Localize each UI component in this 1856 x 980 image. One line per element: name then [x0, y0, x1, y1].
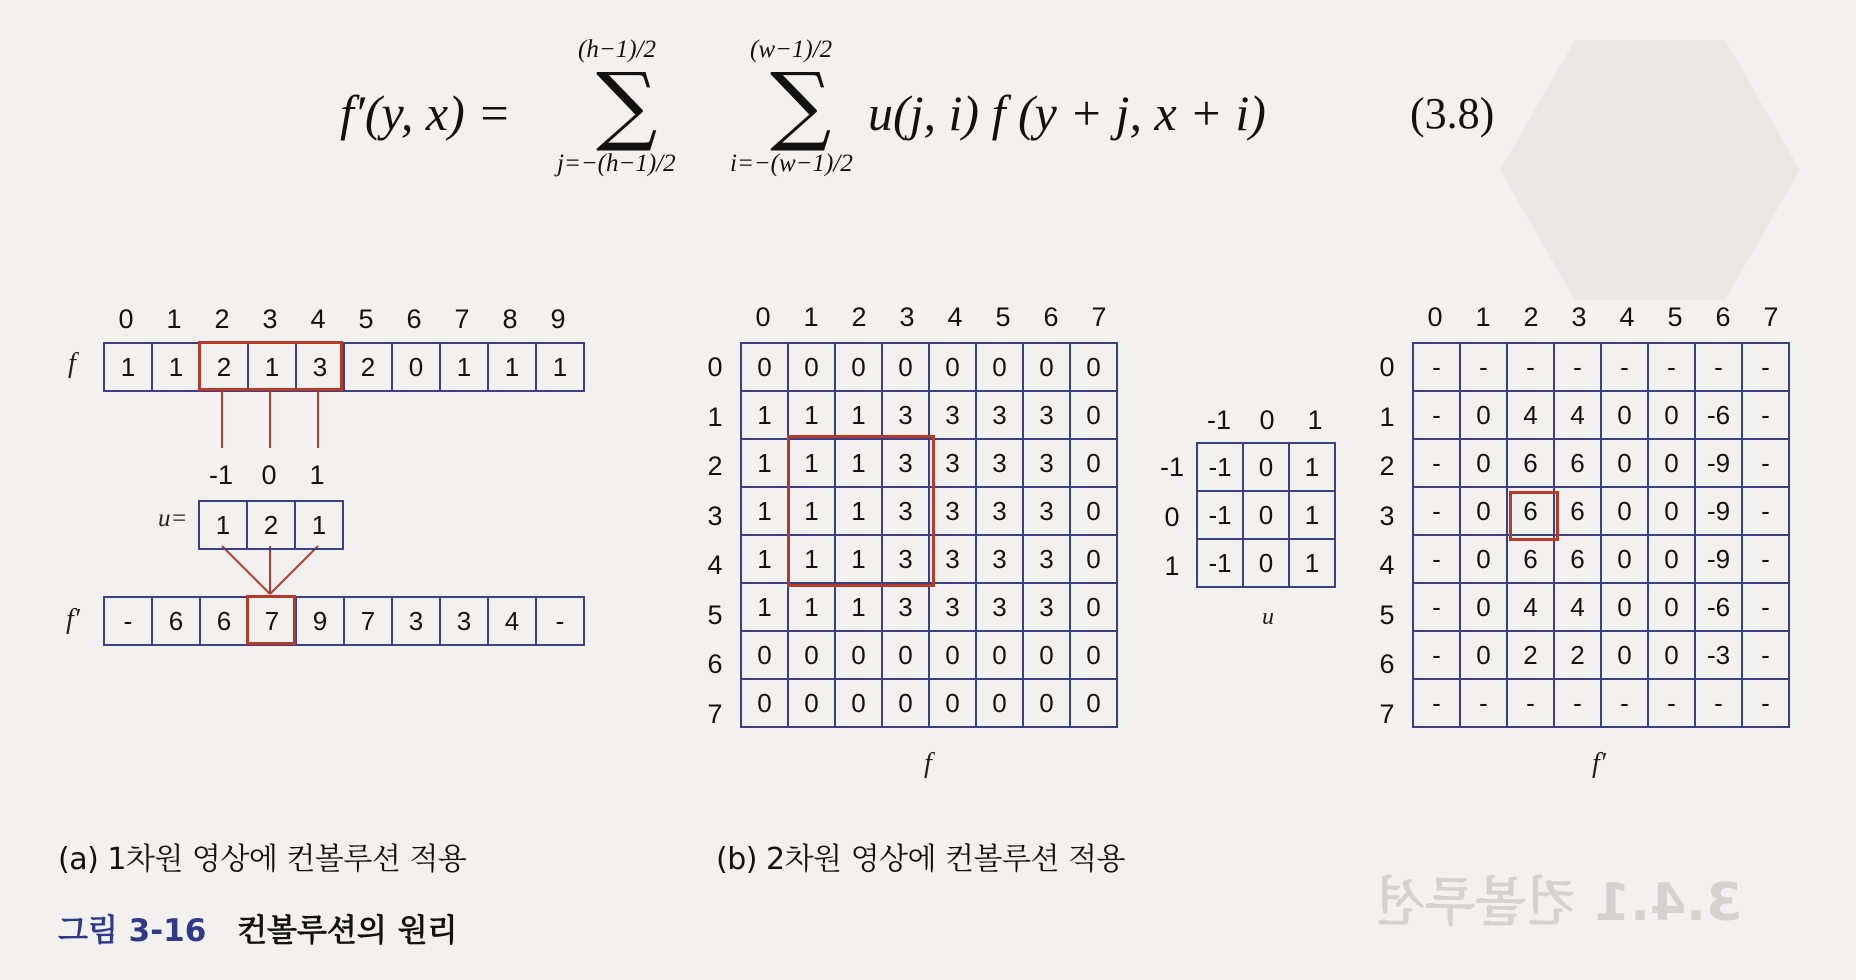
grid-cell: 2 [1507, 631, 1554, 679]
grid-cell: 0 [1601, 391, 1648, 439]
grid-cell: 1 [835, 535, 882, 583]
grid-cell: 6 [1507, 439, 1554, 487]
grid-cell: 1 [741, 439, 788, 487]
grid-cell: 3 [392, 597, 440, 645]
grid-cell: - [1413, 535, 1460, 583]
grid-row [741, 343, 1117, 391]
grid-cell: - [1460, 679, 1507, 727]
index-label: 6 [1379, 649, 1395, 679]
panel-b-u-label: u [1262, 604, 1274, 630]
index-label: 4 [947, 302, 963, 332]
grid-cell: 0 [835, 343, 882, 391]
equation-rhs: u(j, i) f (y + j, x + i) [868, 85, 1266, 141]
grid-cell: 1 [741, 583, 788, 631]
grid-cell: - [1554, 343, 1601, 391]
grid-cell: 0 [1601, 631, 1648, 679]
index-label: -1 [1206, 405, 1231, 435]
grid-cell: - [1413, 439, 1460, 487]
grid-cell: 3 [929, 439, 976, 487]
grid-cell: - [536, 597, 584, 645]
index-label: 4 [1619, 302, 1635, 332]
grid-cell: - [1695, 679, 1742, 727]
index-label: 0 [1164, 501, 1180, 532]
grid-cell: 0 [1243, 443, 1289, 491]
grid-cell: - [1507, 679, 1554, 727]
grid-cell: 1 [1289, 539, 1335, 587]
grid-cell: -3 [1695, 631, 1742, 679]
equation-number: (3.8) [1410, 89, 1495, 138]
grid-cell: 6 [1554, 439, 1601, 487]
grid-cell: 1 [788, 439, 835, 487]
grid-cell: - [1648, 343, 1695, 391]
index-label: 7 [1091, 302, 1107, 332]
sum1-sigma-icon: ∑ [596, 55, 658, 155]
grid-cell: - [1742, 535, 1789, 583]
grid-cell: 3 [882, 391, 929, 439]
index-label: 1 [1307, 405, 1323, 435]
index-label: 7 [707, 698, 723, 729]
grid-cell: 1 [295, 501, 343, 549]
grid-cell: 1 [741, 535, 788, 583]
grid-cell: - [1413, 487, 1460, 535]
grid-cell: 0 [1023, 679, 1070, 727]
grid-row [741, 535, 1117, 583]
index-label: 1 [803, 302, 819, 332]
grid-cell: 3 [929, 583, 976, 631]
index-label: 0 [1427, 302, 1443, 332]
grid-cell: - [1742, 679, 1789, 727]
panel-b-fprime-label: f′ [1592, 748, 1606, 779]
figure-title: 컨볼루션의 원리 [237, 913, 458, 949]
grid-cell: 0 [1460, 391, 1507, 439]
grid-row [1413, 391, 1789, 439]
grid-cell: 1 [835, 583, 882, 631]
grid-cell: -9 [1695, 487, 1742, 535]
grid-cell: 3 [929, 487, 976, 535]
grid-cell: - [1601, 679, 1648, 727]
index-label: 2 [1379, 451, 1395, 481]
grid-cell: 3 [976, 439, 1023, 487]
grid-cell: 0 [1070, 535, 1117, 583]
grid-cell: - [1413, 391, 1460, 439]
grid-cell: 0 [1601, 535, 1648, 583]
grid-cell: - [1742, 487, 1789, 535]
figure-number: 그림 3-16 [58, 913, 207, 949]
background-hexagon [1500, 40, 1800, 300]
panel-b-fprime-matrix [1412, 342, 1790, 728]
index-label: 1 [1379, 401, 1395, 432]
grid-cell: 0 [1460, 487, 1507, 535]
grid-cell: - [1742, 439, 1789, 487]
grid-cell: 0 [1648, 583, 1695, 631]
grid-cell: 0 [1070, 439, 1117, 487]
grid-cell: -9 [1695, 535, 1742, 583]
grid-cell: 4 [1554, 583, 1601, 631]
grid-cell: 3 [882, 439, 929, 487]
panel-b-caption: (b) 2차원 영상에 컨볼루션 적용 [716, 842, 1125, 877]
index-label: 2 [707, 451, 723, 481]
index-label: 4 [1379, 550, 1395, 580]
index-label: 5 [707, 599, 723, 630]
grid-cell: 1 [741, 487, 788, 535]
grid-cell: 3 [929, 535, 976, 583]
panel-a-fprime-array [103, 596, 585, 646]
grid-cell: 3 [882, 583, 929, 631]
grid-cell: 1 [104, 343, 152, 391]
grid-cell: -9 [1695, 439, 1742, 487]
grid-row [104, 597, 584, 645]
index-label: 0 [118, 304, 134, 334]
grid-cell: 1 [440, 343, 488, 391]
grid-cell: 3 [1023, 583, 1070, 631]
index-label: 0 [1259, 405, 1275, 435]
grid-cell: - [1742, 343, 1789, 391]
grid-cell: 0 [741, 679, 788, 727]
grid-cell: 0 [835, 631, 882, 679]
grid-cell: 0 [1023, 631, 1070, 679]
grid-cell: - [1507, 343, 1554, 391]
sum1-lower: j=−(h−1)/2 [557, 150, 676, 177]
grid-cell: - [1413, 679, 1460, 727]
grid-cell: 1 [1289, 491, 1335, 539]
grid-cell: 0 [929, 679, 976, 727]
grid-cell: 1 [741, 391, 788, 439]
grid-cell: 0 [1648, 391, 1695, 439]
grid-cell: 0 [788, 343, 835, 391]
equation-lhs: f′(y, x) = [340, 85, 511, 141]
grid-cell: 0 [741, 343, 788, 391]
index-label: -1 [1159, 452, 1184, 482]
grid-cell: 1 [788, 391, 835, 439]
grid-cell: 0 [1601, 487, 1648, 535]
grid-cell: - [1742, 631, 1789, 679]
grid-cell: -6 [1695, 391, 1742, 439]
grid-cell: -1 [1197, 539, 1243, 587]
index-label: 0 [755, 302, 771, 332]
grid-cell: 0 [1648, 439, 1695, 487]
index-label: 5 [358, 304, 374, 334]
index-label: 0 [261, 460, 277, 490]
grid-cell: 3 [976, 583, 1023, 631]
grid-cell: - [1413, 631, 1460, 679]
sum2-sigma-icon: ∑ [770, 55, 832, 155]
grid-cell: 1 [199, 501, 247, 549]
grid-row [741, 679, 1117, 727]
grid-cell: 0 [741, 631, 788, 679]
grid-cell: 0 [976, 343, 1023, 391]
panel-a-caption: (a) 1차원 영상에 컨볼루션 적용 [58, 842, 467, 877]
grid-cell: 1 [835, 391, 882, 439]
sum1-upper: (h−1)/2 [578, 36, 656, 63]
sum2-upper: (w−1)/2 [750, 36, 833, 63]
index-label: -1 [208, 460, 233, 490]
grid-cell: 3 [976, 391, 1023, 439]
index-label: 3 [707, 500, 723, 531]
grid-cell: - [1648, 679, 1695, 727]
grid-cell: 1 [1289, 443, 1335, 491]
index-label: 2 [214, 304, 230, 334]
grid-cell: 0 [929, 343, 976, 391]
grid-cell: 0 [976, 679, 1023, 727]
grid-cell: 3 [1023, 487, 1070, 535]
grid-cell: 0 [1070, 679, 1117, 727]
grid-cell: - [1460, 343, 1507, 391]
index-label: 3 [1379, 500, 1395, 531]
index-label: 3 [262, 304, 278, 334]
panel-b-f-label: f [924, 748, 932, 779]
grid-cell: 1 [788, 535, 835, 583]
panel-a-fp-label: f′ [66, 604, 80, 635]
sum2-lower: i=−(w−1)/2 [730, 150, 853, 177]
grid-cell: 0 [976, 631, 1023, 679]
grid-cell: 6 [1554, 487, 1601, 535]
grid-cell: 0 [1070, 391, 1117, 439]
grid-cell: 0 [1648, 631, 1695, 679]
panel-a-u-label: u= [158, 505, 188, 532]
panel-a-f-label: f [68, 348, 76, 379]
grid-cell: - [1695, 343, 1742, 391]
index-label: 3 [1571, 302, 1587, 332]
index-label: 2 [1523, 302, 1539, 332]
index-label: 5 [995, 302, 1011, 332]
panel-a-u-kernel [198, 500, 344, 550]
grid-cell: 0 [882, 343, 929, 391]
grid-row [1413, 679, 1789, 727]
grid-cell: 3 [976, 487, 1023, 535]
figure-caption [58, 905, 457, 950]
grid-cell: 7 [344, 597, 392, 645]
grid-row [741, 583, 1117, 631]
grid-cell: 0 [1648, 487, 1695, 535]
grid-cell: 2 [344, 343, 392, 391]
index-label: 3 [899, 302, 915, 332]
index-label: 4 [310, 304, 326, 334]
grid-cell: 6 [1507, 487, 1554, 535]
grid-cell: 0 [392, 343, 440, 391]
grid-row [1413, 631, 1789, 679]
grid-cell: - [1742, 391, 1789, 439]
grid-cell: 3 [882, 487, 929, 535]
grid-cell: - [1742, 583, 1789, 631]
grid-cell: 3 [440, 597, 488, 645]
index-label: 0 [707, 352, 723, 382]
index-label: 6 [406, 304, 422, 334]
grid-cell: 0 [882, 679, 929, 727]
index-label: 1 [166, 304, 182, 334]
grid-cell: 1 [835, 487, 882, 535]
grid-cell: 0 [1601, 583, 1648, 631]
grid-cell: 0 [1070, 343, 1117, 391]
grid-cell: 7 [248, 597, 296, 645]
grid-cell: 4 [488, 597, 536, 645]
grid-cell: - [1413, 343, 1460, 391]
index-label: 9 [550, 304, 566, 334]
index-label: 4 [707, 550, 723, 580]
grid-cell: 6 [152, 597, 200, 645]
index-label: 7 [1763, 302, 1779, 332]
grid-cell: 0 [1648, 535, 1695, 583]
grid-cell: 0 [1460, 535, 1507, 583]
grid-cell: 0 [788, 679, 835, 727]
grid-cell: 3 [882, 535, 929, 583]
index-label: 6 [1715, 302, 1731, 332]
grid-cell: 0 [788, 631, 835, 679]
grid-cell: 0 [1460, 439, 1507, 487]
grid-cell: 1 [835, 439, 882, 487]
grid-cell: 4 [1507, 583, 1554, 631]
grid-cell: 2 [247, 501, 295, 549]
grid-cell: - [1601, 343, 1648, 391]
grid-cell: 3 [976, 535, 1023, 583]
grid-cell: 1 [488, 343, 536, 391]
grid-cell: 1 [248, 343, 296, 391]
grid-row [741, 391, 1117, 439]
index-label: 1 [707, 401, 723, 432]
index-label: 6 [707, 649, 723, 679]
grid-cell: -6 [1695, 583, 1742, 631]
index-label: 6 [1043, 302, 1059, 332]
grid-row [1413, 343, 1789, 391]
index-label: 1 [1475, 302, 1491, 332]
grid-cell: 0 [1460, 631, 1507, 679]
grid-cell: 2 [200, 343, 248, 391]
grid-cell: 4 [1507, 391, 1554, 439]
grid-cell: 1 [788, 487, 835, 535]
grid-cell: 0 [1243, 539, 1289, 587]
grid-row [1413, 583, 1789, 631]
index-label: 8 [502, 304, 518, 334]
grid-cell: 3 [1023, 391, 1070, 439]
grid-cell: 1 [152, 343, 200, 391]
grid-row [199, 501, 343, 549]
index-label: 1 [1164, 551, 1180, 581]
grid-cell: 0 [1070, 583, 1117, 631]
grid-cell: 3 [296, 343, 344, 391]
grid-row [1413, 535, 1789, 583]
background-heading: 3.4.1 컨볼루션 [1375, 873, 1743, 933]
panel-b-u-kernel [1196, 442, 1336, 588]
index-label: 5 [1667, 302, 1683, 332]
grid-cell: 0 [1243, 491, 1289, 539]
grid-row [1413, 439, 1789, 487]
grid-cell: -1 [1197, 443, 1243, 491]
grid-cell: 1 [788, 583, 835, 631]
index-label: 7 [454, 304, 470, 334]
grid-row [1197, 539, 1335, 587]
grid-cell: 0 [1460, 583, 1507, 631]
grid-cell: -1 [1197, 491, 1243, 539]
grid-row [1197, 443, 1335, 491]
grid-cell: - [1554, 679, 1601, 727]
grid-cell: 0 [882, 631, 929, 679]
grid-row [741, 439, 1117, 487]
grid-cell: 3 [1023, 535, 1070, 583]
grid-cell: 6 [200, 597, 248, 645]
grid-cell: - [104, 597, 152, 645]
grid-cell: 3 [929, 391, 976, 439]
grid-cell: 6 [1507, 535, 1554, 583]
grid-cell: 0 [1070, 487, 1117, 535]
panel-b-f-matrix [740, 342, 1118, 728]
grid-cell: 0 [929, 631, 976, 679]
grid-cell: 0 [1023, 343, 1070, 391]
index-label: 5 [1379, 599, 1395, 630]
grid-cell: 9 [296, 597, 344, 645]
grid-cell: 4 [1554, 391, 1601, 439]
grid-cell: 3 [1023, 439, 1070, 487]
index-label: 1 [309, 460, 325, 490]
grid-row [1197, 491, 1335, 539]
grid-cell: 6 [1554, 535, 1601, 583]
index-label: 2 [851, 302, 867, 332]
grid-row [741, 487, 1117, 535]
grid-cell: - [1413, 583, 1460, 631]
grid-cell: 0 [1601, 439, 1648, 487]
grid-row [741, 631, 1117, 679]
grid-cell: 2 [1554, 631, 1601, 679]
grid-cell: 0 [1070, 631, 1117, 679]
index-label: 7 [1379, 698, 1395, 729]
grid-row [1413, 487, 1789, 535]
index-label: 0 [1379, 352, 1395, 382]
grid-cell: 0 [835, 679, 882, 727]
grid-cell: 1 [536, 343, 584, 391]
